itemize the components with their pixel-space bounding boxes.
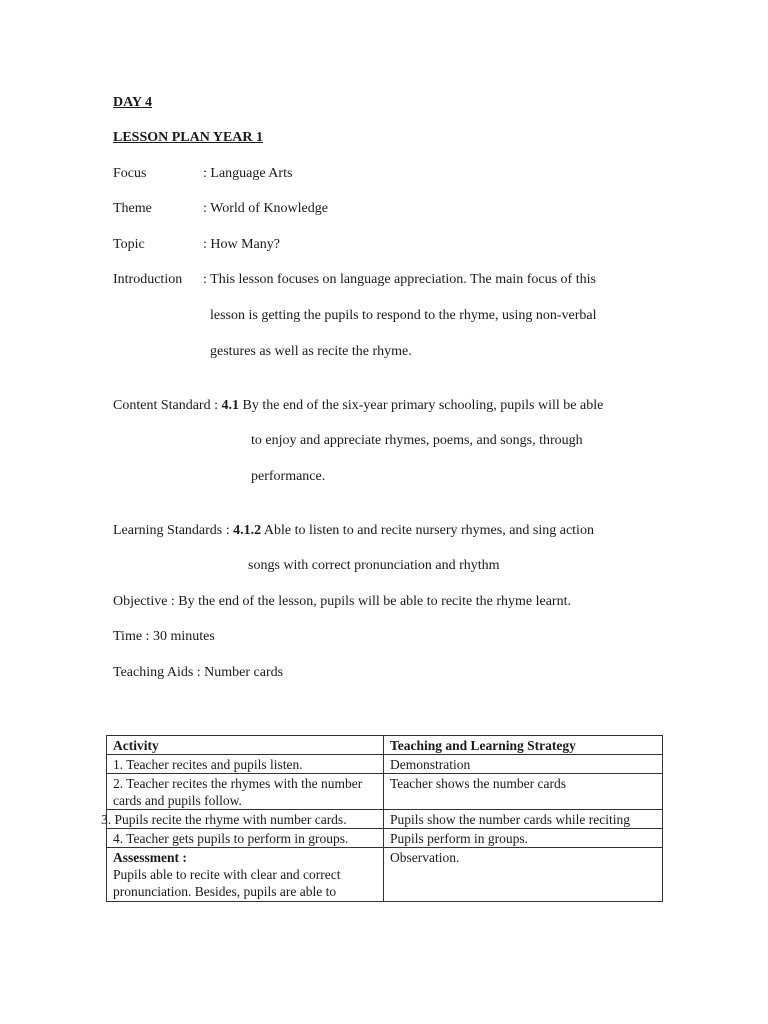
- assessment-text: Pupils able to recite with clear and correct pronunciation. Besides, pupils are able to: [113, 867, 341, 899]
- learning-standards-line-1: [113, 522, 594, 540]
- strategy-cell: Pupils show the number cards while reciting: [384, 810, 663, 829]
- header-strategy: Teaching and Learning Strategy: [384, 736, 663, 755]
- content-standard-text-1: By the end of the six-year primary schooling, pupils will be able: [239, 398, 604, 413]
- learning-standards-label: Learning Standards :: [113, 523, 234, 538]
- table-row: [107, 755, 663, 774]
- theme-value: : World of Knowledge: [203, 201, 328, 216]
- content-standard-line-2: to enjoy and appreciate rhymes, poems, and songs, through: [251, 433, 583, 448]
- table-row: [107, 810, 663, 829]
- introduction-line-3: gestures as well as recite the rhyme.: [210, 344, 412, 359]
- activity-table: [101, 735, 663, 902]
- assessment-label: Assessment :: [113, 850, 187, 865]
- objective-text: Objective : By the end of the lesson, pupils will be able to recite the rhyme learnt.: [113, 594, 571, 609]
- content-standard-line-3: performance.: [251, 469, 326, 484]
- focus-value: : Language Arts: [203, 166, 293, 181]
- theme-label: Theme: [113, 201, 152, 216]
- strategy-cell: Pupils perform in groups.: [384, 829, 663, 848]
- header-activity: Activity: [107, 736, 384, 755]
- learning-standards-code: 4.1.2: [233, 523, 262, 538]
- activity-cell: 2. Teacher recites the rhymes with the number cards and pupils follow.: [107, 774, 384, 810]
- time-text: Time : 30 minutes: [113, 629, 215, 644]
- learning-standards-text-1: Able to listen to and recite nursery rhymes, and sing action: [261, 523, 594, 538]
- table-row: [107, 829, 663, 848]
- introduction-line-1: : This lesson focuses on language appreciation. The main focus of this: [203, 272, 596, 287]
- content-standard-label: Content Standard :: [113, 398, 222, 413]
- table-header-row: [107, 736, 663, 755]
- table-row: [107, 774, 663, 810]
- topic-label: Topic: [113, 237, 145, 252]
- introduction-line-2: lesson is getting the pupils to respond to the rhyme, using non-verbal: [210, 308, 597, 323]
- strategy-cell: Teacher shows the number cards: [384, 774, 663, 810]
- content-standard-code: 4.1: [221, 398, 239, 413]
- introduction-label: Introduction: [113, 272, 183, 287]
- assessment-cell: [107, 848, 384, 902]
- assessment-strategy-cell: Observation.: [384, 848, 663, 902]
- teaching-aids-text: Teaching Aids : Number cards: [113, 665, 284, 680]
- lesson-plan-title: LESSON PLAN YEAR 1: [113, 130, 264, 145]
- strategy-cell: Demonstration: [384, 755, 663, 774]
- content-standard-line-1: [113, 397, 603, 415]
- topic-value: : How Many?: [203, 237, 280, 252]
- activity-cell: 3. Pupils recite the rhyme with number cards.: [107, 810, 384, 829]
- focus-label: Focus: [113, 166, 147, 181]
- activity-cell: 4. Teacher gets pupils to perform in groups.: [107, 829, 384, 848]
- learning-standards-line-2: songs with correct pronunciation and rhythm: [248, 558, 500, 573]
- activity-cell: 1. Teacher recites and pupils listen.: [107, 755, 384, 774]
- assessment-row: [107, 848, 663, 902]
- day-heading: DAY 4: [113, 95, 153, 110]
